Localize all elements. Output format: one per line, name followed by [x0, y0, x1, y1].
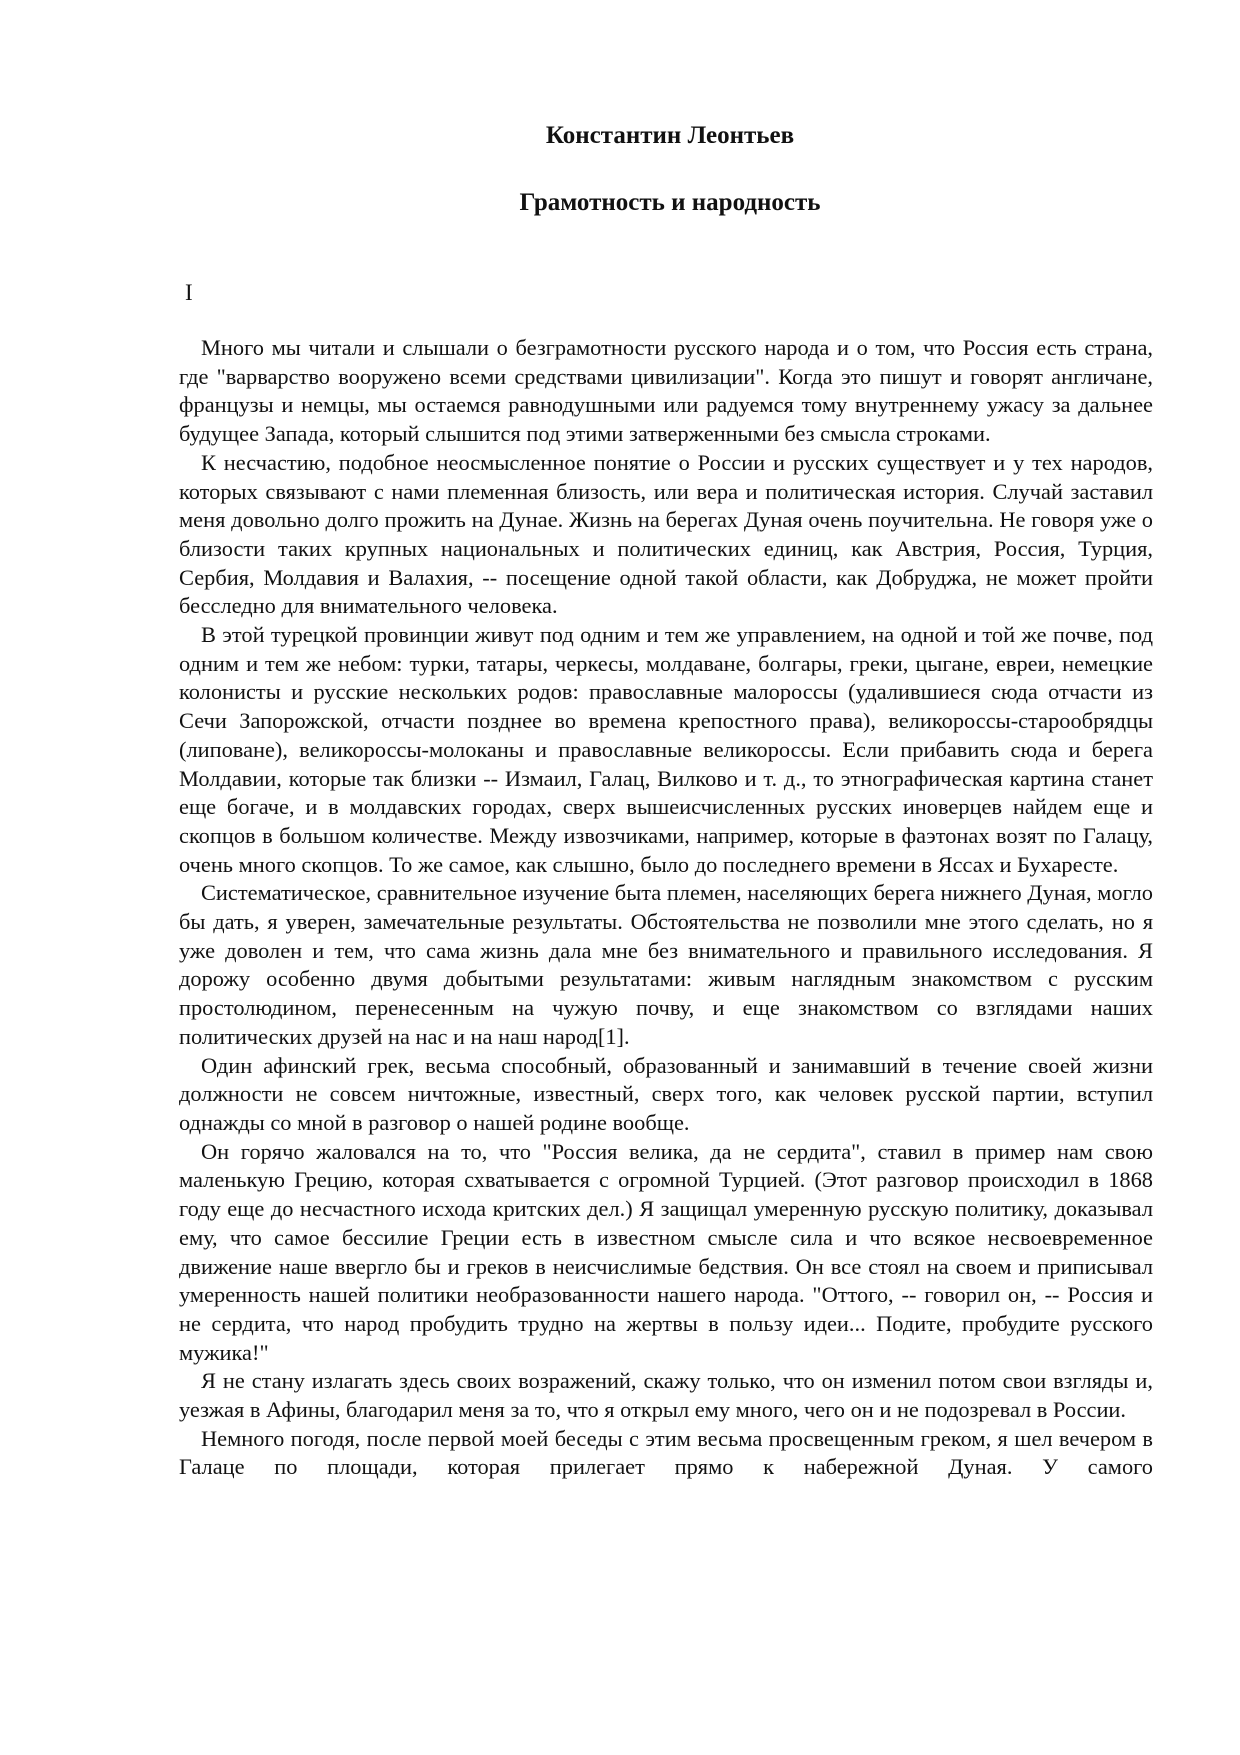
- paragraph: Систематическое, сравнительное изучение быта племен, населяющих берега нижнего Дуная, могло бы дать, я уверен, замечательные результаты. Обстоятельства не позволили мне этого сделать, но я уже доволен и тем, что сама жизнь дала мне без внимательного и правильного исследования. Я дорожу особенно двумя добытыми результатами: живым наглядным знакомством с русским простолюдином, перенесенным на чужую почву, и еще знакомством со взглядами наших политических друзей на нас и на наш народ[1].: [179, 880, 1153, 1049]
- paragraph: К несчастию, подобное неосмысленное понятие о России и русских существует и у тех народов, которых связывают с нами племенная близость, или вера и политическая история. Случай заставил меня довольно долго прожить на Дунае. Жизнь на берегах Дуная очень поучительна. Не говоря уже о близости таких крупных национальных и политических единиц, как Австрия, Россия, Турция, Сербия, Молдавия и Валахия, -- посещение одной такой области, как Добруджа, не может пройти бесследно для внимательного человека.: [179, 449, 1153, 619]
- paragraph: В этой турецкой провинции живут под одним и тем же управлением, на одной и той же почве, под одним и тем же небом: турки, татары, черкесы, молдаване, болгары, греки, цыгане, евреи, немецкие колонисты и русские нескольких родов: православные малороссы (удалившиеся сюда отчасти из Сечи Запорожской, отчасти позднее во времена крепостного права), великороссы-старообрядцы (липоване), великороссы-молоканы и православные великороссы. Если прибавить сюда и берега Молдавии, которые так близки -- Измаил, Галац, Вилково и т. д., то этнографическая картина станет еще богаче, и в молдавских городах, сверх вышеисчисленных русских иноверцев найдем еще и скопцов в большом количестве. Между извозчиками, например, которые в фаэтонах возят по Галацу, очень много скопцов. То же самое, как слышно, было до последнего времени в Яссах и Бухаресте.: [179, 622, 1153, 877]
- paragraph: Один афинский грек, весьма способный, образованный и занимавший в течение своей жизни должности не совсем ничтожные, известный, сверх того, как человек русской партии, вступил однажды со мной в разговор о нашей родине вообще.: [179, 1052, 1153, 1135]
- paragraph: Много мы читали и слышали о безграмотности русского народа и о том, что Россия есть страна, где "варварство вооружено всеми средствами цивилизации". Когда это пишут и говорят англичане, французы и немцы, мы остаемся равнодушными или радуемся тому внутреннему ужасу за дальнее будущее Запада, который слышится под этими затверженными без смысла строками.: [179, 335, 1153, 447]
- document-title: Грамотность и народность: [519, 189, 821, 216]
- author-name: Константин Леонтьев: [545, 122, 795, 149]
- paragraph: Немного погодя, после первой моей беседы с этим весьма просвещенным греком, я шел вечером в Галаце по площади, которая прилегает прямо к набережной Дуная. У самого: [179, 1425, 1153, 1480]
- paragraph: Я не стану излагать здесь своих возражений, скажу только, что он изменил потом свои взгляды и, уезжая в Афины, благодарил меня за то, что я открыл ему много, чего он и не подозревал в России.: [179, 1368, 1153, 1423]
- section-number: I: [185, 280, 193, 305]
- paragraph: Он горячо жаловался на то, что "Россия велика, да не сердита", ставил в пример нам свою маленькую Грецию, которая схватывается с огромной Турцией. (Этот разговор происходил в 1868 году еще до несчастного исхода критских дел.) Я защищал умеренную русскую политику, доказывал ему, что самое бессилие Греции есть в известном смысле сила и что всякое несвоевременное движение наше ввергло бы и греков в неисчислимые бедствия. Он все стоял на своем и приписывал умеренность нашей политики необразованности нашего народа. "Оттого, -- говорил он, -- Россия и не сердита, что народ пробудить трудно на жертвы в пользу идеи... Подите, пробудите русского мужика!": [179, 1138, 1153, 1365]
- document-body: [179, 334, 1153, 1482]
